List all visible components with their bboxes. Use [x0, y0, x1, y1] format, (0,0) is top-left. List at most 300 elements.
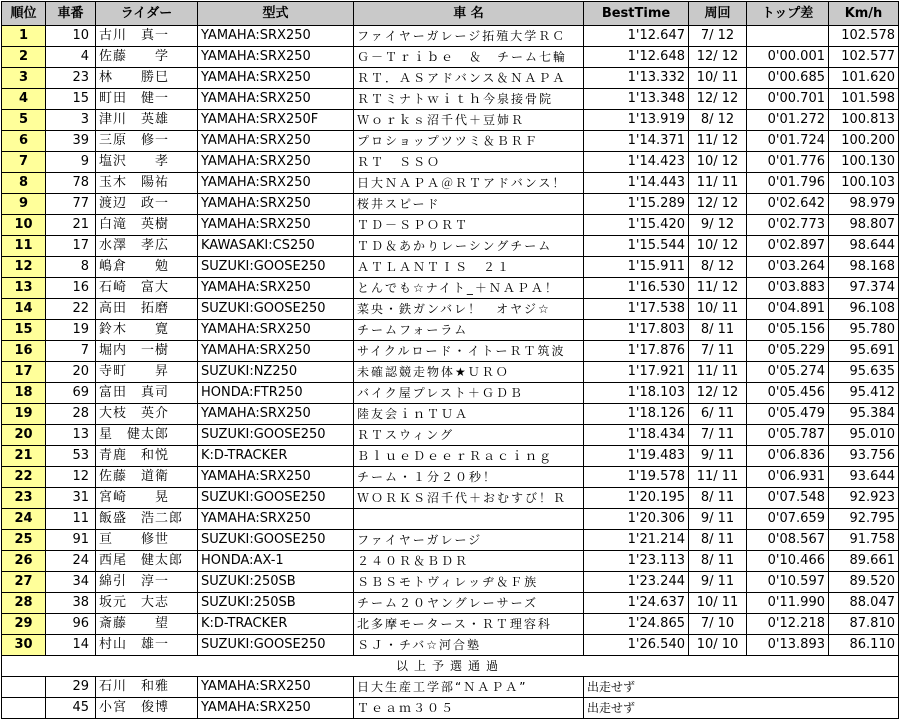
- laps-cell: 8/ 11: [689, 488, 747, 509]
- best-time-cell: 1'16.530: [584, 278, 689, 299]
- team-cell: 未確認競走物体★ＵＲＯ: [354, 362, 584, 383]
- laps-cell: 8/ 11: [689, 320, 747, 341]
- table-row: [2, 614, 899, 635]
- best-time-cell: 1'12.648: [584, 47, 689, 68]
- number-cell: 45: [46, 698, 96, 719]
- number-cell: 31: [46, 488, 96, 509]
- table-row: [2, 89, 899, 110]
- team-cell: ＳＪ・チバ☆河合塾: [354, 635, 584, 656]
- speed-cell: 95.635: [829, 362, 899, 383]
- speed-cell: 101.620: [829, 68, 899, 89]
- laps-cell: 7/ 10: [689, 614, 747, 635]
- rider-cell: 渡辺 政一: [96, 194, 198, 215]
- laps-cell: 11/ 12: [689, 131, 747, 152]
- model-cell: YAMAHA:SRX250: [198, 194, 354, 215]
- team-cell: チーム２０ヤングレーサーズ: [354, 593, 584, 614]
- gap-cell: [747, 26, 829, 47]
- speed-cell: 91.758: [829, 530, 899, 551]
- laps-cell: 10/ 11: [689, 299, 747, 320]
- table-row: [2, 404, 899, 425]
- rider-cell: 寺町 昇: [96, 362, 198, 383]
- model-cell: K:D-TRACKER: [198, 446, 354, 467]
- table-row: [2, 131, 899, 152]
- rank-cell: 6: [2, 131, 46, 152]
- number-cell: 78: [46, 173, 96, 194]
- header-team: 車 名: [354, 2, 584, 26]
- gap-cell: 0'00.001: [747, 47, 829, 68]
- rank-cell: 25: [2, 530, 46, 551]
- laps-cell: 9/ 12: [689, 215, 747, 236]
- model-cell: YAMAHA:SRX250: [198, 89, 354, 110]
- rank-cell: 14: [2, 299, 46, 320]
- laps-cell: 9/ 11: [689, 572, 747, 593]
- laps-cell: 8/ 11: [689, 530, 747, 551]
- team-cell: ＲＴ ＳＳＯ: [354, 152, 584, 173]
- dns-row: [2, 677, 899, 698]
- number-cell: 15: [46, 89, 96, 110]
- team-cell: [354, 509, 584, 530]
- team-cell: ＳＢＳモトヴィレッヂ＆Ｆ族: [354, 572, 584, 593]
- team-cell: チームフォーラム: [354, 320, 584, 341]
- best-time-cell: 1'13.332: [584, 68, 689, 89]
- best-time-cell: 1'14.423: [584, 152, 689, 173]
- dns-row: [2, 698, 899, 719]
- rider-cell: 富田 真司: [96, 383, 198, 404]
- laps-cell: 7/ 11: [689, 425, 747, 446]
- team-cell: ＲＴ．ＡＳアドバンス＆ＮＡＰＡ: [354, 68, 584, 89]
- rider-cell: 佐藤 学: [96, 47, 198, 68]
- model-cell: YAMAHA:SRX250: [198, 341, 354, 362]
- rank-cell: 21: [2, 446, 46, 467]
- model-cell: SUZUKI:GOOSE250: [198, 488, 354, 509]
- best-time-cell: 1'15.420: [584, 215, 689, 236]
- team-cell: Ｗｏｒｋｓ沼千代＋豆姉Ｒ: [354, 110, 584, 131]
- rider-cell: 青鹿 和悦: [96, 446, 198, 467]
- team-cell: サイクルロード・イトーＲＴ筑波: [354, 341, 584, 362]
- gap-cell: 0'06.836: [747, 446, 829, 467]
- laps-cell: 6/ 11: [689, 404, 747, 425]
- model-cell: SUZUKI:GOOSE250: [198, 299, 354, 320]
- team-cell: とんでも☆ナイト_＋ＮＡＰＡ！: [354, 278, 584, 299]
- gap-cell: 0'10.466: [747, 551, 829, 572]
- speed-cell: 86.110: [829, 635, 899, 656]
- table-row: [2, 572, 899, 593]
- number-cell: 29: [46, 677, 96, 698]
- laps-cell: 12/ 12: [689, 47, 747, 68]
- speed-cell: 89.520: [829, 572, 899, 593]
- rider-cell: 塩沢 孝: [96, 152, 198, 173]
- model-cell: SUZUKI:GOOSE250: [198, 425, 354, 446]
- rider-cell: 斎藤 望: [96, 614, 198, 635]
- laps-cell: 8/ 12: [689, 110, 747, 131]
- speed-cell: 95.384: [829, 404, 899, 425]
- table-row: [2, 383, 899, 404]
- team-cell: Ｇ－Ｔｒｉｂｅ ＆ チーム七輪: [354, 47, 584, 68]
- header-best-time: BestTime: [584, 2, 689, 26]
- number-cell: 96: [46, 614, 96, 635]
- speed-cell: 95.010: [829, 425, 899, 446]
- best-time-cell: 1'13.919: [584, 110, 689, 131]
- rank-cell: 4: [2, 89, 46, 110]
- team-cell: 菜央・鉄ガンバレ！ オヤジ☆: [354, 299, 584, 320]
- number-cell: 16: [46, 278, 96, 299]
- gap-cell: 0'02.897: [747, 236, 829, 257]
- number-cell: 13: [46, 425, 96, 446]
- rank-cell: 16: [2, 341, 46, 362]
- rider-cell: 林 勝巳: [96, 68, 198, 89]
- table-row: [2, 320, 899, 341]
- speed-cell: 96.108: [829, 299, 899, 320]
- speed-cell: 95.412: [829, 383, 899, 404]
- table-row: [2, 635, 899, 656]
- dns-note-cell: 出走せず: [584, 677, 899, 698]
- header-rank: 順位: [2, 2, 46, 26]
- rider-cell: 水澤 孝広: [96, 236, 198, 257]
- rider-cell: 鈴木 寛: [96, 320, 198, 341]
- team-cell: バイク屋プレスト＋ＧＤＢ: [354, 383, 584, 404]
- speed-cell: 95.780: [829, 320, 899, 341]
- rank-cell: 23: [2, 488, 46, 509]
- table-row: [2, 236, 899, 257]
- results-body: [2, 26, 899, 656]
- model-cell: HONDA:AX-1: [198, 551, 354, 572]
- table-row: [2, 530, 899, 551]
- speed-cell: 100.130: [829, 152, 899, 173]
- gap-cell: 0'06.931: [747, 467, 829, 488]
- speed-cell: 100.200: [829, 131, 899, 152]
- speed-cell: 101.598: [829, 89, 899, 110]
- separator-body: [2, 656, 899, 677]
- table-row: [2, 446, 899, 467]
- speed-cell: 100.103: [829, 173, 899, 194]
- header-laps: 周回: [689, 2, 747, 26]
- qualifying-results-table: [1, 1, 899, 719]
- rank-cell: 2: [2, 47, 46, 68]
- gap-cell: 0'08.567: [747, 530, 829, 551]
- gap-cell: 0'01.796: [747, 173, 829, 194]
- did-not-start-body: [2, 677, 899, 719]
- gap-cell: 0'02.773: [747, 215, 829, 236]
- table-row: [2, 467, 899, 488]
- rider-cell: 高田 拓磨: [96, 299, 198, 320]
- rank-cell: 19: [2, 404, 46, 425]
- table-row: [2, 47, 899, 68]
- best-time-cell: 1'15.911: [584, 257, 689, 278]
- best-time-cell: 1'18.434: [584, 425, 689, 446]
- rank-cell: 11: [2, 236, 46, 257]
- laps-cell: 12/ 12: [689, 383, 747, 404]
- number-cell: 39: [46, 131, 96, 152]
- speed-cell: 102.578: [829, 26, 899, 47]
- team-cell: 陸友会ｉｎＴＵＡ: [354, 404, 584, 425]
- rank-cell: 5: [2, 110, 46, 131]
- best-time-cell: 1'23.113: [584, 551, 689, 572]
- model-cell: SUZUKI:250SB: [198, 572, 354, 593]
- gap-cell: 0'05.229: [747, 341, 829, 362]
- best-time-cell: 1'24.865: [584, 614, 689, 635]
- number-cell: 14: [46, 635, 96, 656]
- number-cell: 19: [46, 320, 96, 341]
- team-cell: ＴＤ＆あかりレーシングチーム: [354, 236, 584, 257]
- gap-cell: 0'07.659: [747, 509, 829, 530]
- number-cell: 10: [46, 26, 96, 47]
- table-row: [2, 68, 899, 89]
- rider-cell: 石川 和雅: [96, 677, 198, 698]
- rank-cell: 26: [2, 551, 46, 572]
- model-cell: YAMAHA:SRX250: [198, 278, 354, 299]
- gap-cell: 0'13.893: [747, 635, 829, 656]
- best-time-cell: 1'18.103: [584, 383, 689, 404]
- model-cell: HONDA:FTR250: [198, 383, 354, 404]
- gap-cell: 0'01.776: [747, 152, 829, 173]
- model-cell: YAMAHA:SRX250: [198, 173, 354, 194]
- model-cell: YAMAHA:SRX250: [198, 131, 354, 152]
- model-cell: YAMAHA:SRX250F: [198, 110, 354, 131]
- number-cell: 69: [46, 383, 96, 404]
- best-time-cell: 1'17.538: [584, 299, 689, 320]
- speed-cell: 102.577: [829, 47, 899, 68]
- rank-cell: 20: [2, 425, 46, 446]
- team-cell: ＲＴスウィング: [354, 425, 584, 446]
- table-row: [2, 257, 899, 278]
- laps-cell: 10/ 11: [689, 593, 747, 614]
- gap-cell: 0'05.156: [747, 320, 829, 341]
- rider-cell: 村山 雄一: [96, 635, 198, 656]
- table-row: [2, 593, 899, 614]
- rank-cell: 13: [2, 278, 46, 299]
- gap-cell: 0'05.456: [747, 383, 829, 404]
- rank-cell: 10: [2, 215, 46, 236]
- best-time-cell: 1'19.578: [584, 467, 689, 488]
- best-time-cell: 1'24.637: [584, 593, 689, 614]
- number-cell: 7: [46, 341, 96, 362]
- number-cell: 21: [46, 215, 96, 236]
- number-cell: 91: [46, 530, 96, 551]
- laps-cell: 10/ 12: [689, 152, 747, 173]
- laps-cell: 8/ 11: [689, 551, 747, 572]
- rank-cell: 3: [2, 68, 46, 89]
- rider-cell: 津川 英雄: [96, 110, 198, 131]
- speed-cell: 92.923: [829, 488, 899, 509]
- laps-cell: 11/ 11: [689, 173, 747, 194]
- dns-note-cell: 出走せず: [584, 698, 899, 719]
- gap-cell: 0'01.724: [747, 131, 829, 152]
- table-row: [2, 173, 899, 194]
- number-cell: 53: [46, 446, 96, 467]
- table-row: [2, 362, 899, 383]
- number-cell: 8: [46, 257, 96, 278]
- rider-cell: 綿引 淳一: [96, 572, 198, 593]
- number-cell: 3: [46, 110, 96, 131]
- laps-cell: 10/ 11: [689, 68, 747, 89]
- rank-cell: 24: [2, 509, 46, 530]
- best-time-cell: 1'13.348: [584, 89, 689, 110]
- model-cell: KAWASAKI:CS250: [198, 236, 354, 257]
- speed-cell: 98.644: [829, 236, 899, 257]
- best-time-cell: 1'20.306: [584, 509, 689, 530]
- header-gap: トップ差: [747, 2, 829, 26]
- number-cell: 34: [46, 572, 96, 593]
- gap-cell: 0'03.264: [747, 257, 829, 278]
- laps-cell: 12/ 12: [689, 89, 747, 110]
- header-model: 型式: [198, 2, 354, 26]
- rider-cell: 亘 修世: [96, 530, 198, 551]
- number-cell: 24: [46, 551, 96, 572]
- laps-cell: 7/ 11: [689, 341, 747, 362]
- model-cell: SUZUKI:GOOSE250: [198, 530, 354, 551]
- team-cell: ＢｌｕｅＤｅｅｒＲａｃｉｎｇ: [354, 446, 584, 467]
- best-time-cell: 1'14.443: [584, 173, 689, 194]
- table-row: [2, 26, 899, 47]
- rank-cell: 9: [2, 194, 46, 215]
- rider-cell: 宮崎 晃: [96, 488, 198, 509]
- number-cell: 77: [46, 194, 96, 215]
- gap-cell: 0'05.787: [747, 425, 829, 446]
- gap-cell: 0'05.274: [747, 362, 829, 383]
- best-time-cell: 1'26.540: [584, 635, 689, 656]
- rider-cell: 町田 健一: [96, 89, 198, 110]
- speed-cell: 87.810: [829, 614, 899, 635]
- laps-cell: 11/ 11: [689, 467, 747, 488]
- model-cell: SUZUKI:GOOSE250: [198, 635, 354, 656]
- rank-cell: 18: [2, 383, 46, 404]
- rider-cell: 坂元 大志: [96, 593, 198, 614]
- table-row: [2, 215, 899, 236]
- best-time-cell: 1'17.876: [584, 341, 689, 362]
- number-cell: 38: [46, 593, 96, 614]
- rider-cell: 小宮 俊博: [96, 698, 198, 719]
- speed-cell: 89.661: [829, 551, 899, 572]
- rank-cell: 7: [2, 152, 46, 173]
- gap-cell: 0'00.701: [747, 89, 829, 110]
- number-cell: 11: [46, 509, 96, 530]
- table-row: [2, 278, 899, 299]
- team-cell: ファイヤーガレージ拓殖大学ＲＣ: [354, 26, 584, 47]
- speed-cell: 92.795: [829, 509, 899, 530]
- model-cell: YAMAHA:SRX250: [198, 509, 354, 530]
- model-cell: YAMAHA:SRX250: [198, 47, 354, 68]
- rider-cell: 白滝 英樹: [96, 215, 198, 236]
- team-cell: ２４０Ｒ＆ＢＤＲ: [354, 551, 584, 572]
- number-cell: 9: [46, 152, 96, 173]
- laps-cell: 7/ 12: [689, 26, 747, 47]
- model-cell: YAMAHA:SRX250: [198, 677, 354, 698]
- table-row: [2, 509, 899, 530]
- rank-cell: 28: [2, 593, 46, 614]
- rider-cell: 佐藤 道衛: [96, 467, 198, 488]
- best-time-cell: 1'19.483: [584, 446, 689, 467]
- speed-cell: 100.813: [829, 110, 899, 131]
- rider-cell: 大枝 英介: [96, 404, 198, 425]
- rider-cell: 堀内 一樹: [96, 341, 198, 362]
- model-cell: SUZUKI:NZ250: [198, 362, 354, 383]
- rank-cell: 1: [2, 26, 46, 47]
- gap-cell: 0'05.479: [747, 404, 829, 425]
- gap-cell: 0'04.891: [747, 299, 829, 320]
- number-cell: 12: [46, 467, 96, 488]
- team-cell: ＡＴＬＡＮＴＩＳ ２１: [354, 257, 584, 278]
- laps-cell: 10/ 10: [689, 635, 747, 656]
- speed-cell: 98.807: [829, 215, 899, 236]
- rank-cell-empty: [2, 677, 46, 698]
- laps-cell: 9/ 11: [689, 509, 747, 530]
- speed-cell: 88.047: [829, 593, 899, 614]
- team-cell: 日大ＮＡＰＡ＠ＲＴアドバンス！: [354, 173, 584, 194]
- best-time-cell: 1'23.244: [584, 572, 689, 593]
- team-cell: プロショップツツミ＆ＢＲＦ: [354, 131, 584, 152]
- team-cell: チーム・１分２０秒！: [354, 467, 584, 488]
- number-cell: 28: [46, 404, 96, 425]
- header-rider: ライダー: [96, 2, 198, 26]
- best-time-cell: 1'12.647: [584, 26, 689, 47]
- laps-cell: 9/ 11: [689, 446, 747, 467]
- rank-cell: 12: [2, 257, 46, 278]
- rank-cell: 22: [2, 467, 46, 488]
- laps-cell: 8/ 12: [689, 257, 747, 278]
- best-time-cell: 1'17.803: [584, 320, 689, 341]
- gap-cell: 0'11.990: [747, 593, 829, 614]
- model-cell: SUZUKI:GOOSE250: [198, 257, 354, 278]
- model-cell: K:D-TRACKER: [198, 614, 354, 635]
- rider-cell: 三原 修一: [96, 131, 198, 152]
- team-cell: ＲＴミナトｗｉｔｈ今泉接骨院: [354, 89, 584, 110]
- team-cell: Ｔｅａｍ３０５: [354, 698, 584, 719]
- table-row: [2, 425, 899, 446]
- model-cell: YAMAHA:SRX250: [198, 698, 354, 719]
- laps-cell: 10/ 12: [689, 236, 747, 257]
- qualified-separator-row: [2, 656, 899, 677]
- team-cell: ＷＯＲＫＳ沼千代＋おむすび！Ｒ: [354, 488, 584, 509]
- table-row: [2, 299, 899, 320]
- table-header: [2, 2, 899, 26]
- table-row: [2, 488, 899, 509]
- team-cell: ＴＤ－ＳＰＯＲＴ: [354, 215, 584, 236]
- gap-cell: 0'03.883: [747, 278, 829, 299]
- rank-cell: 30: [2, 635, 46, 656]
- table-row: [2, 341, 899, 362]
- table-row: [2, 152, 899, 173]
- model-cell: YAMAHA:SRX250: [198, 467, 354, 488]
- speed-cell: 93.756: [829, 446, 899, 467]
- gap-cell: 0'07.548: [747, 488, 829, 509]
- laps-cell: 11/ 11: [689, 362, 747, 383]
- header-row: [2, 2, 899, 26]
- header-number: 車番: [46, 2, 96, 26]
- qualified-separator: 以上予選通過: [2, 656, 899, 677]
- team-cell: 日大生産工学部“ＮＡＰＡ”: [354, 677, 584, 698]
- laps-cell: 12/ 12: [689, 194, 747, 215]
- laps-cell: 11/ 12: [689, 278, 747, 299]
- number-cell: 22: [46, 299, 96, 320]
- team-cell: 桜井スピード: [354, 194, 584, 215]
- gap-cell: 0'00.685: [747, 68, 829, 89]
- header-speed: Km/h: [829, 2, 899, 26]
- rank-cell: 8: [2, 173, 46, 194]
- gap-cell: 0'12.218: [747, 614, 829, 635]
- rank-cell: 17: [2, 362, 46, 383]
- number-cell: 20: [46, 362, 96, 383]
- best-time-cell: 1'15.289: [584, 194, 689, 215]
- model-cell: YAMAHA:SRX250: [198, 215, 354, 236]
- best-time-cell: 1'18.126: [584, 404, 689, 425]
- rank-cell: 29: [2, 614, 46, 635]
- table-row: [2, 194, 899, 215]
- gap-cell: 0'10.597: [747, 572, 829, 593]
- best-time-cell: 1'15.544: [584, 236, 689, 257]
- speed-cell: 93.644: [829, 467, 899, 488]
- speed-cell: 98.168: [829, 257, 899, 278]
- rank-cell-empty: [2, 698, 46, 719]
